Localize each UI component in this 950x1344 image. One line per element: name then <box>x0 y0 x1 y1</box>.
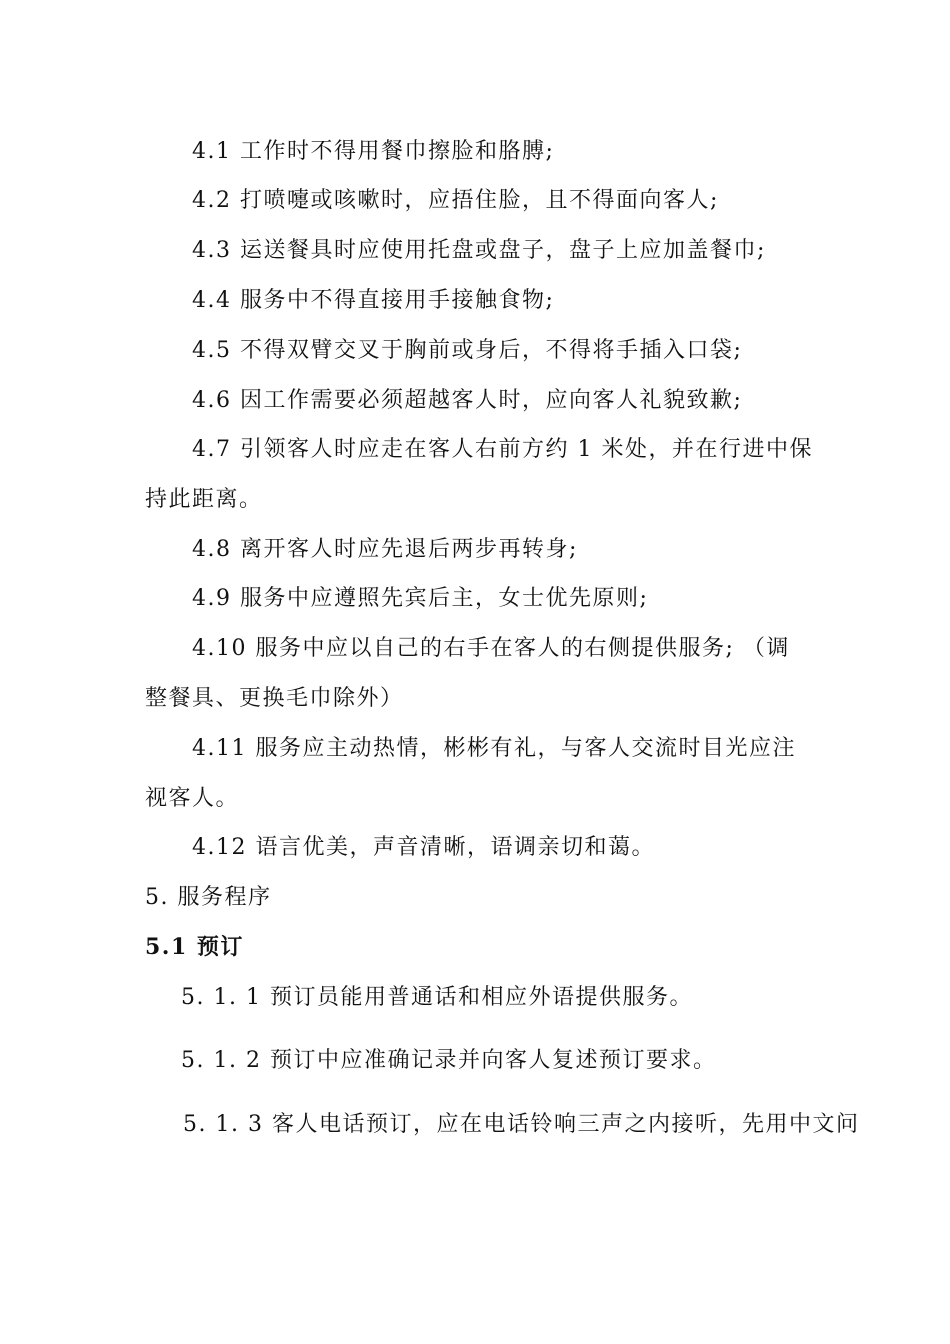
text-line: 4.4 服务中不得直接用手接触食物; <box>192 288 555 313</box>
section-heading: 5. 服务程序 <box>145 885 272 910</box>
text-line: 4.3 运送餐具时应使用托盘或盘子，盘子上应加盖餐巾; <box>192 238 766 263</box>
text-line: 4.6 因工作需要必须超越客人时，应向客人礼貌致歉; <box>192 388 743 413</box>
text-line: 5. 1. 2 预订中应准确记录并向客人复述预订要求。 <box>181 1048 717 1073</box>
text-line: 4.2 打喷嚏或咳嗽时，应捂住脸，且不得面向客人; <box>192 188 719 213</box>
text-line: 4.12 语言优美，声音清晰，语调亲切和蔼。 <box>192 835 655 860</box>
text-line: 5. 1. 3 客人电话预订，应在电话铃响三声之内接听，先用中文问 <box>183 1112 860 1137</box>
subsection-heading: 5.1 预订 <box>145 934 244 960</box>
text-line: 4.1 工作时不得用餐巾擦脸和胳膊; <box>192 139 555 164</box>
text-line: 4.7 引领客人时应走在客人右前方约 1 米处，并在行进中保 <box>192 437 813 462</box>
text-line: 视客人。 <box>145 786 240 811</box>
text-line: 整餐具、更换毛巾除外） <box>145 686 404 711</box>
text-line: 4.9 服务中应遵照先宾后主，女士优先原则; <box>192 586 649 611</box>
text-line: 4.10 服务中应以自己的右手在客人的右侧提供服务; （调 <box>192 636 790 661</box>
text-line: 4.8 离开客人时应先退后两步再转身; <box>192 537 578 562</box>
text-line: 5. 1. 1 预订员能用普通话和相应外语提供服务。 <box>181 985 693 1010</box>
text-line: 持此距离。 <box>145 487 263 512</box>
text-line: 4.5 不得双臂交叉于胸前或身后，不得将手插入口袋; <box>192 338 743 363</box>
text-line: 4.11 服务应主动热情，彬彬有礼，与客人交流时目光应注 <box>192 736 796 761</box>
